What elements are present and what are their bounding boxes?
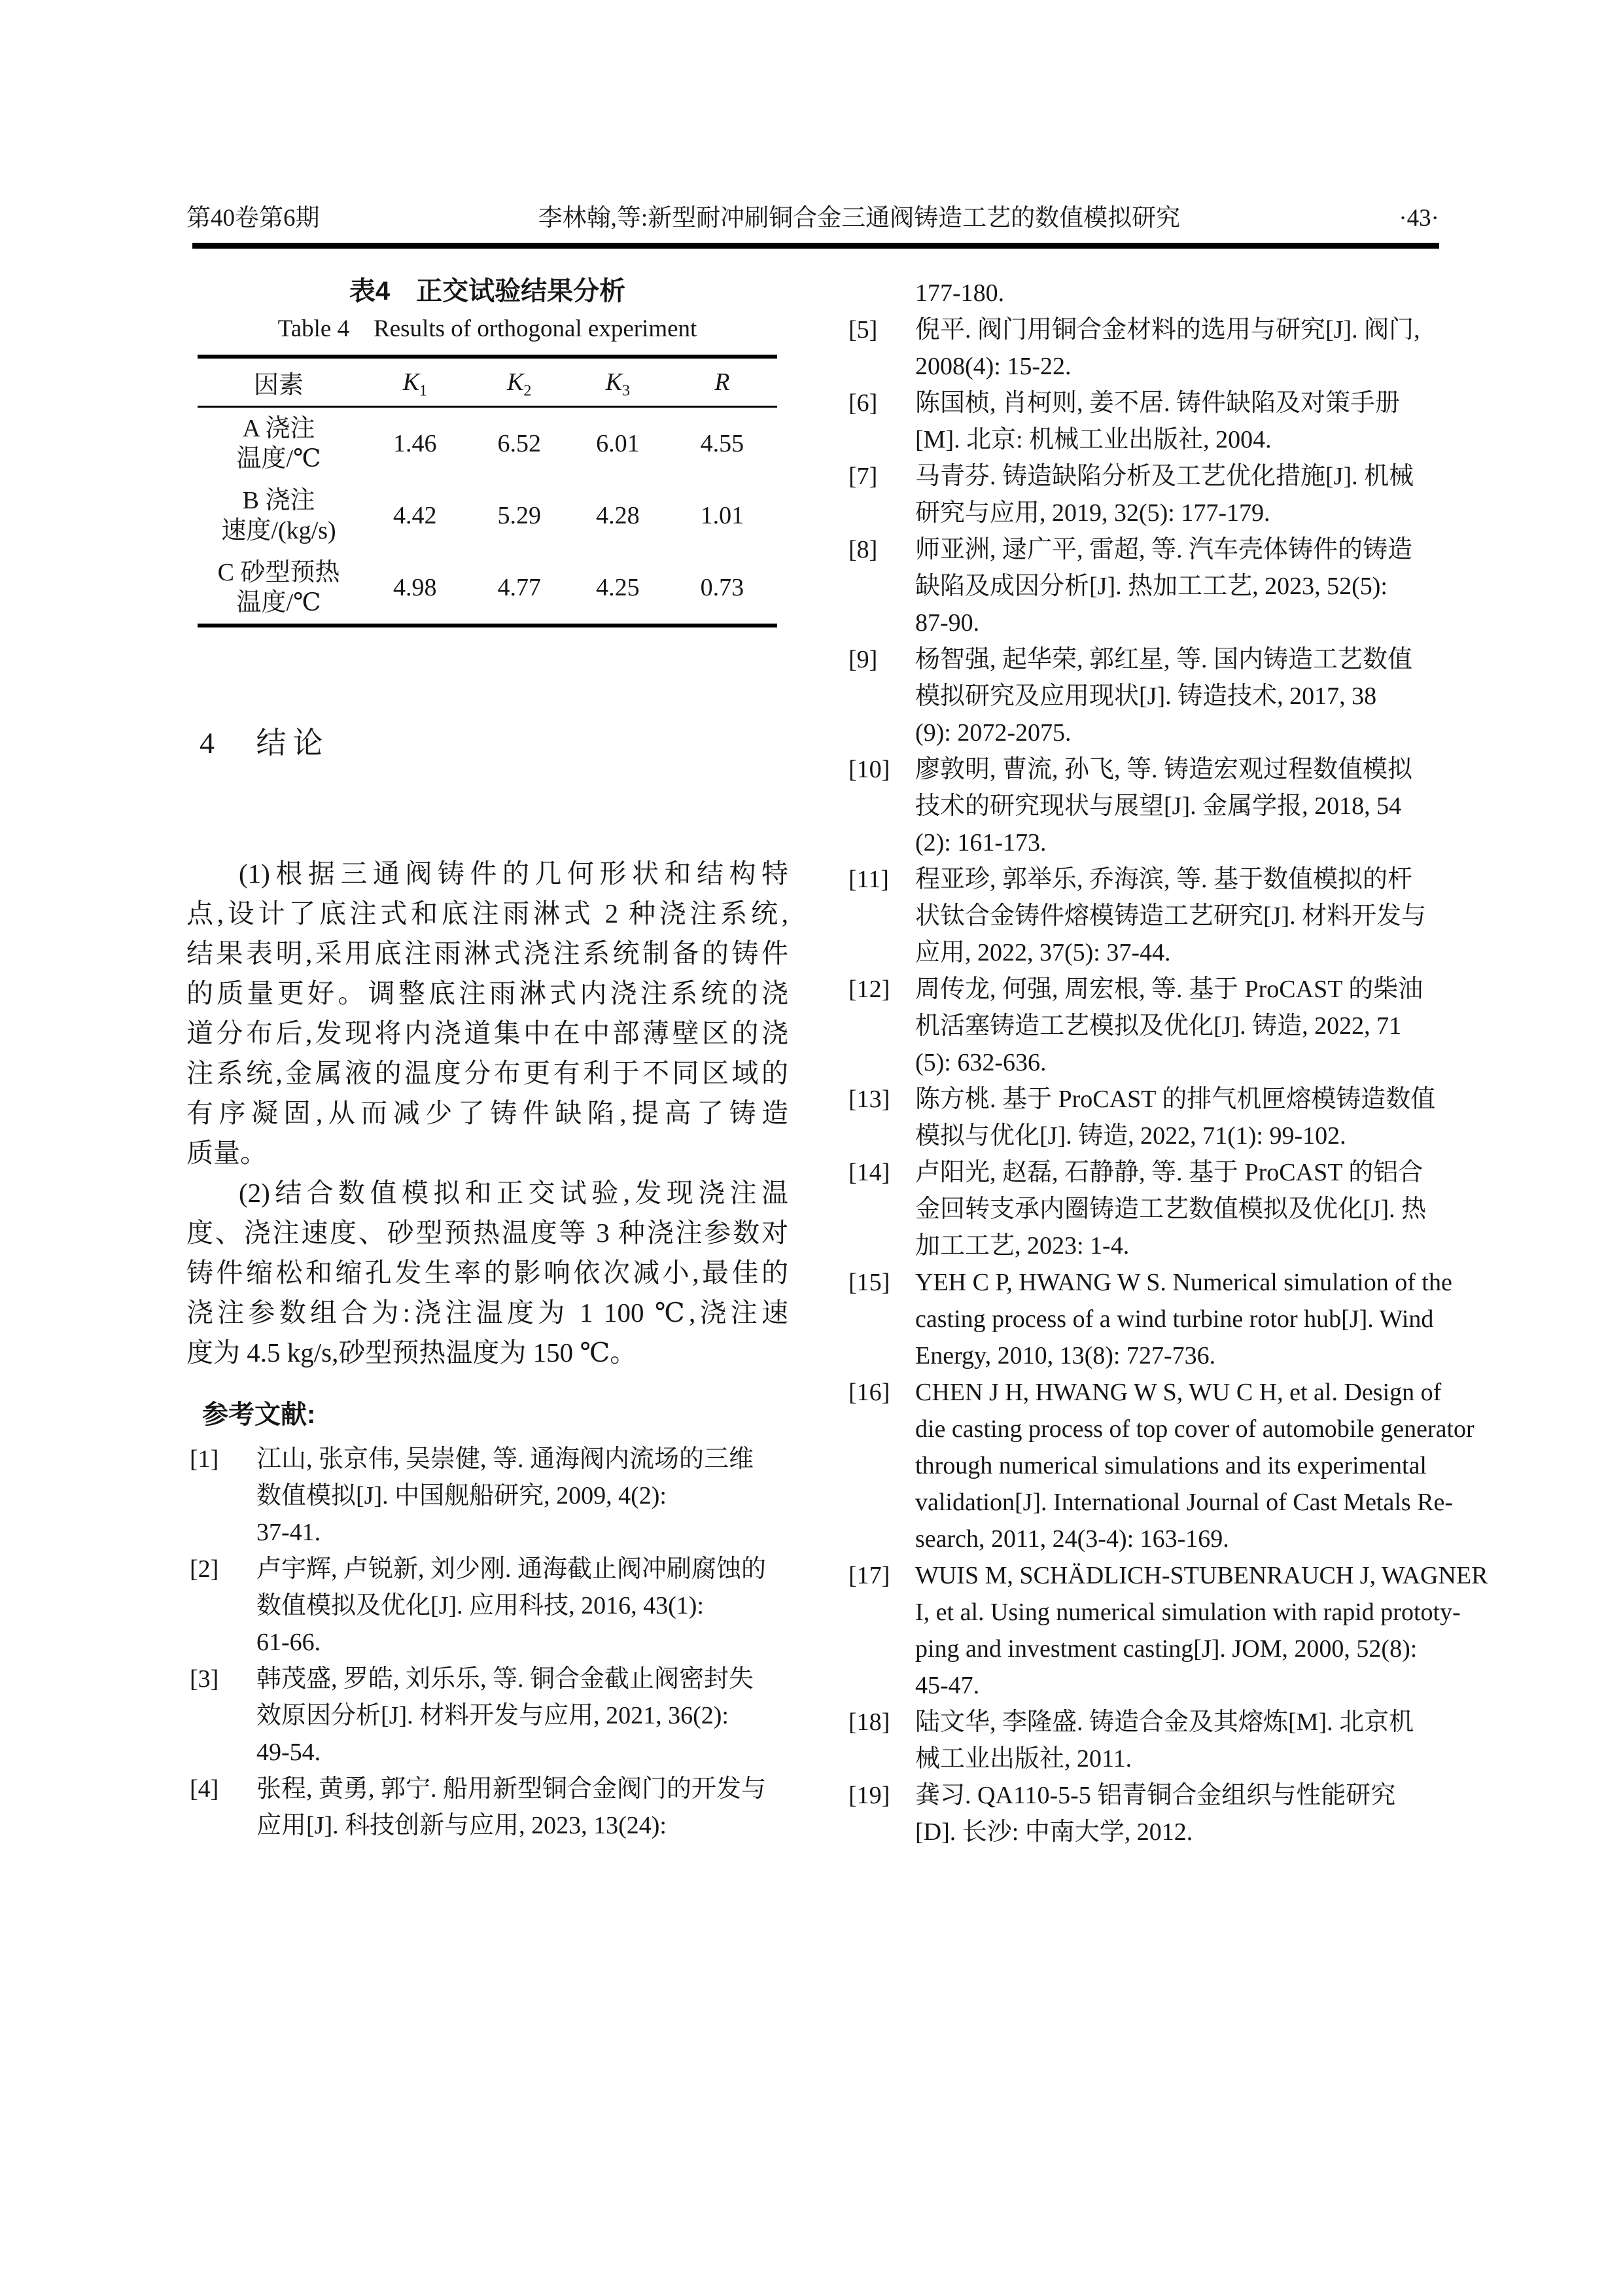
table-header-cell: $K_3$ — [568, 357, 667, 407]
paragraph-line: 度、浇注速度、砂型预热温度等 3 种浇注参数对 — [186, 1218, 788, 1248]
table-header-cell: $K_1$ — [360, 357, 470, 407]
reference-item — [845, 1264, 1452, 1374]
reference-line: 61-66. — [256, 1629, 321, 1656]
reference-line: 缺陷及成因分析[J]. 热加工工艺, 2023, 52(5): — [915, 573, 1387, 600]
left-column — [186, 275, 788, 1844]
reference-line: 杨智强, 起华荣, 郭红星, 等. 国内铸造工艺数值 — [915, 646, 1413, 673]
right-column — [845, 275, 1488, 1850]
reference-line: I, et al. Using numerical simulation with rapid prototy- — [915, 1598, 1461, 1626]
reference-item — [845, 275, 1447, 311]
paragraph-line: 道分布后,发现将内浇道集中在中部薄壁区的浇 — [186, 1018, 788, 1048]
reference-line: (5): 632-636. — [915, 1049, 1047, 1076]
reference-item — [845, 458, 1447, 531]
table-caption-cn: 表4 正交试验结果分析 — [349, 277, 626, 306]
reference-number: [14] — [848, 1159, 890, 1186]
reference-line: 机活塞铸造工艺模拟及优化[J]. 铸造, 2022, 71 — [915, 1012, 1402, 1040]
factor-cell — [198, 480, 360, 552]
reference-line: 械工业出版社, 2011. — [915, 1745, 1132, 1773]
reference-number: [11] — [848, 866, 889, 893]
paragraph-line: 浇注参数组合为:浇注温度为 1 100 ℃,浇注速 — [186, 1298, 788, 1328]
reference-item — [845, 1704, 1447, 1777]
reference-number: [7] — [848, 463, 878, 490]
reference-line: 韩茂盛, 罗皓, 刘乐乐, 等. 铜合金截止阀密封失 — [256, 1665, 754, 1693]
volume-issue: 第40卷第6期 — [186, 205, 320, 232]
reference-line: 状钛合金铸件熔模铸造工艺研究[J]. 材料开发与 — [915, 902, 1427, 930]
reference-line: [D]. 长沙: 中南大学, 2012. — [915, 1818, 1193, 1846]
reference-item — [845, 861, 1447, 971]
reference-line: casting process of a wind turbine rotor hub[J]. Wind — [915, 1305, 1434, 1333]
reference-line: 应用[J]. 科技创新与应用, 2023, 13(24): — [256, 1812, 667, 1839]
reference-line: 卢宇辉, 卢锐新, 刘少刚. 通海截止阀冲刷腐蚀的 — [256, 1555, 767, 1583]
reference-number: [9] — [848, 646, 878, 673]
reference-number: [15] — [848, 1269, 890, 1296]
reference-line: 廖敦明, 曹流, 孙飞, 等. 铸造宏观过程数值模拟 — [915, 756, 1413, 783]
reference-line: 周传龙, 何强, 周宏根, 等. 基于 ProCAST 的柴油 — [915, 976, 1423, 1003]
value-cell: 6.52 — [497, 430, 541, 457]
reference-line: YEH C P, HWANG W S. Numerical simulation of the — [915, 1269, 1452, 1296]
factor-line: 温度/℃ — [236, 445, 321, 472]
paragraph-line: 注系统,金属液的温度分布更有利于不同区域的 — [186, 1058, 788, 1088]
reference-line: 研究与应用, 2019, 32(5): 177-179. — [915, 499, 1270, 527]
page-number: ·43· — [1399, 205, 1439, 232]
table-row — [198, 552, 777, 626]
paragraph-line: 有序凝固,从而减少了铸件缺陷,提高了铸造 — [186, 1098, 788, 1128]
value-cell: 4.28 — [596, 502, 640, 529]
conclusion-paragraph — [186, 854, 788, 1173]
table-caption-en: Table 4 Results of orthogonal experiment — [277, 315, 697, 342]
reference-line: 技术的研究现状与展望[J]. 金属学报, 2018, 54 — [915, 792, 1402, 820]
reference-item — [845, 1154, 1447, 1264]
paragraph-line: 铸件缩松和缩孔发生率的影响依次减小,最佳的 — [186, 1258, 788, 1288]
table-header-cell: 因素 — [198, 357, 360, 407]
section-heading — [186, 726, 788, 761]
factor-line: C 砂型预热 — [217, 559, 340, 586]
section-title: 结论 — [256, 726, 330, 760]
reference-line: 数值模拟及优化[J]. 应用科技, 2016, 43(1): — [256, 1592, 704, 1619]
reference-item — [186, 1441, 788, 1551]
paragraph-line: (1)根据三通阀铸件的几何形状和结构特 — [239, 858, 788, 889]
reference-number: [19] — [848, 1782, 890, 1809]
paragraph-line: 质量。 — [186, 1138, 267, 1168]
reference-line: 张程, 黄勇, 郭宁. 船用新型铜合金阀门的开发与 — [256, 1775, 767, 1803]
reference-number: [18] — [848, 1708, 890, 1736]
reference-number: [4] — [190, 1775, 219, 1803]
reference-line: (2): 161-173. — [915, 829, 1047, 857]
reference-number: [1] — [190, 1445, 219, 1473]
reference-number: [10] — [848, 756, 890, 783]
table-header-cell: $K_2$ — [470, 357, 568, 407]
reference-number: [3] — [190, 1665, 219, 1693]
reference-line: 49-54. — [256, 1739, 321, 1766]
paragraph-line: 点,设计了底注式和底注雨淋式 2 种浇注系统, — [186, 898, 788, 928]
reference-line: 数值模拟[J]. 中国舰船研究, 2009, 4(2): — [256, 1482, 667, 1510]
references-list-right — [845, 275, 1488, 1850]
reference-item — [186, 1771, 788, 1844]
factor-line: B 浇注 — [242, 487, 315, 514]
reference-line: 卢阳光, 赵磊, 石静静, 等. 基于 ProCAST 的铝合 — [915, 1159, 1423, 1186]
reference-number: [17] — [848, 1562, 890, 1589]
reference-item — [845, 1777, 1447, 1850]
reference-line: (9): 2072-2075. — [915, 719, 1072, 747]
value-cell: 4.77 — [497, 574, 541, 601]
reference-number: [12] — [848, 976, 890, 1003]
table-row — [198, 407, 777, 480]
reference-item — [845, 1081, 1447, 1154]
reference-item — [845, 751, 1447, 861]
factor-cell — [198, 407, 360, 480]
reference-line: 师亚洲, 逯广平, 雷超, 等. 汽车壳体铸件的铸造 — [915, 536, 1413, 563]
paragraph-line: 结果表明,采用底注雨淋式浇注系统制备的铸件 — [186, 938, 788, 968]
conclusion-paragraph — [186, 1173, 788, 1373]
paragraph-line: 度为 4.5 kg/s,砂型预热温度为 150 ℃。 — [186, 1337, 637, 1368]
reference-line: through numerical simulations and its experimental — [915, 1452, 1427, 1479]
reference-line: die casting process of top cover of automobile generator — [915, 1415, 1475, 1443]
reference-line: 37-41. — [256, 1519, 321, 1546]
reference-number: [5] — [848, 316, 878, 344]
reference-item — [186, 1661, 788, 1771]
value-cell: 4.98 — [393, 574, 437, 601]
reference-line: validation[J]. International Journal of Cast Metals Re- — [915, 1489, 1454, 1516]
reference-line: 龚习. QA110-5-5 铝青铜合金组织与性能研究 — [915, 1782, 1396, 1809]
reference-line: search, 2011, 24(3-4): 163-169. — [915, 1525, 1229, 1553]
reference-line: 模拟研究及应用现状[J]. 铸造技术, 2017, 38 — [915, 682, 1377, 710]
value-cell: 1.01 — [700, 502, 744, 529]
reference-item — [845, 641, 1447, 751]
reference-line: 江山, 张京伟, 吴崇健, 等. 通海阀内流场的三维 — [256, 1445, 754, 1473]
paragraph-line: (2)结合数值模拟和正交试验,发现浇注温 — [239, 1178, 788, 1208]
reference-line: 陈国桢, 肖柯则, 姜不居. 铸件缺陷及对策手册 — [915, 389, 1401, 417]
reference-item — [845, 1374, 1475, 1557]
reference-number: [8] — [848, 536, 878, 563]
conclusion-paragraphs — [186, 854, 788, 1373]
paragraph-line: 的质量更好。调整底注雨淋式内浇注系统的浇 — [186, 978, 788, 1008]
value-cell: 6.01 — [596, 430, 640, 457]
reference-line: 陈方桃. 基于 ProCAST 的排气机匣熔模铸造数值 — [915, 1086, 1436, 1113]
value-cell: 4.25 — [596, 574, 640, 601]
reference-number: [13] — [848, 1086, 890, 1113]
value-cell: 1.46 — [393, 430, 437, 457]
reference-line: 177-180. — [915, 279, 1005, 307]
reference-line: 倪平. 阀门用铜合金材料的选用与研究[J]. 阀门, — [915, 316, 1420, 344]
reference-line: 马青芬. 铸造缺陷分析及工艺优化措施[J]. 机械 — [915, 463, 1414, 490]
reference-number: [6] — [848, 389, 878, 417]
reference-line: 加工工艺, 2023: 1-4. — [915, 1232, 1130, 1260]
reference-line: 45-47. — [915, 1672, 980, 1699]
table-header-cell: R — [667, 357, 777, 407]
reference-item — [845, 1557, 1488, 1704]
factor-line: 温度/℃ — [236, 589, 321, 616]
value-cell: 4.55 — [700, 430, 744, 457]
factor-line: A 浇注 — [242, 415, 315, 442]
reference-number: [16] — [848, 1379, 890, 1406]
running-title: 李林翰,等:新型耐冲刷铜合金三通阀铸造工艺的数值模拟研究 — [538, 205, 1181, 232]
reference-line: CHEN J H, HWANG W S, WU C H, et al. Design of — [915, 1379, 1442, 1406]
reference-line: 应用, 2022, 37(5): 37-44. — [915, 939, 1171, 966]
table-row — [198, 480, 777, 552]
factor-line: 速度/(kg/s) — [221, 517, 336, 544]
reference-item — [845, 385, 1447, 458]
references-list-left — [186, 1441, 788, 1844]
reference-line: ping and investment casting[J]. JOM, 2000, 52(8): — [915, 1635, 1418, 1663]
reference-line: Energy, 2010, 13(8): 727-736. — [915, 1342, 1216, 1369]
reference-number: [2] — [190, 1555, 219, 1583]
references-heading: 参考文献: — [202, 1400, 316, 1429]
value-cell: 0.73 — [700, 574, 744, 601]
section-number: 4 — [200, 726, 215, 760]
orthogonal-results-table — [198, 355, 777, 627]
reference-line: 程亚珍, 郭举乐, 乔海滨, 等. 基于数值模拟的杆 — [915, 866, 1413, 893]
table-header-row — [198, 357, 777, 407]
table-body — [198, 407, 777, 626]
header-rule — [192, 243, 1439, 249]
reference-line: 效原因分析[J]. 材料开发与应用, 2021, 36(2): — [256, 1702, 729, 1729]
reference-line: 金回转支承内圈铸造工艺数值模拟及优化[J]. 热 — [915, 1195, 1427, 1223]
reference-item — [845, 531, 1447, 641]
reference-item — [845, 311, 1447, 385]
reference-line: 模拟与优化[J]. 铸造, 2022, 71(1): 99-102. — [915, 1122, 1346, 1150]
reference-line: 87-90. — [915, 609, 980, 637]
reference-line: WUIS M, SCHÄDLICH-STUBENRAUCH J, WAGNER — [915, 1562, 1488, 1589]
reference-line: [M]. 北京: 机械工业出版社, 2004. — [915, 426, 1272, 453]
reference-item — [186, 1551, 788, 1661]
reference-line: 陆文华, 李隆盛. 铸造合金及其熔炼[M]. 北京机 — [915, 1708, 1414, 1736]
value-cell: 5.29 — [497, 502, 541, 529]
reference-line: 2008(4): 15-22. — [915, 353, 1072, 380]
running-header — [186, 204, 1439, 233]
reference-item — [845, 971, 1447, 1081]
value-cell: 4.42 — [393, 502, 437, 529]
factor-cell — [198, 552, 360, 626]
